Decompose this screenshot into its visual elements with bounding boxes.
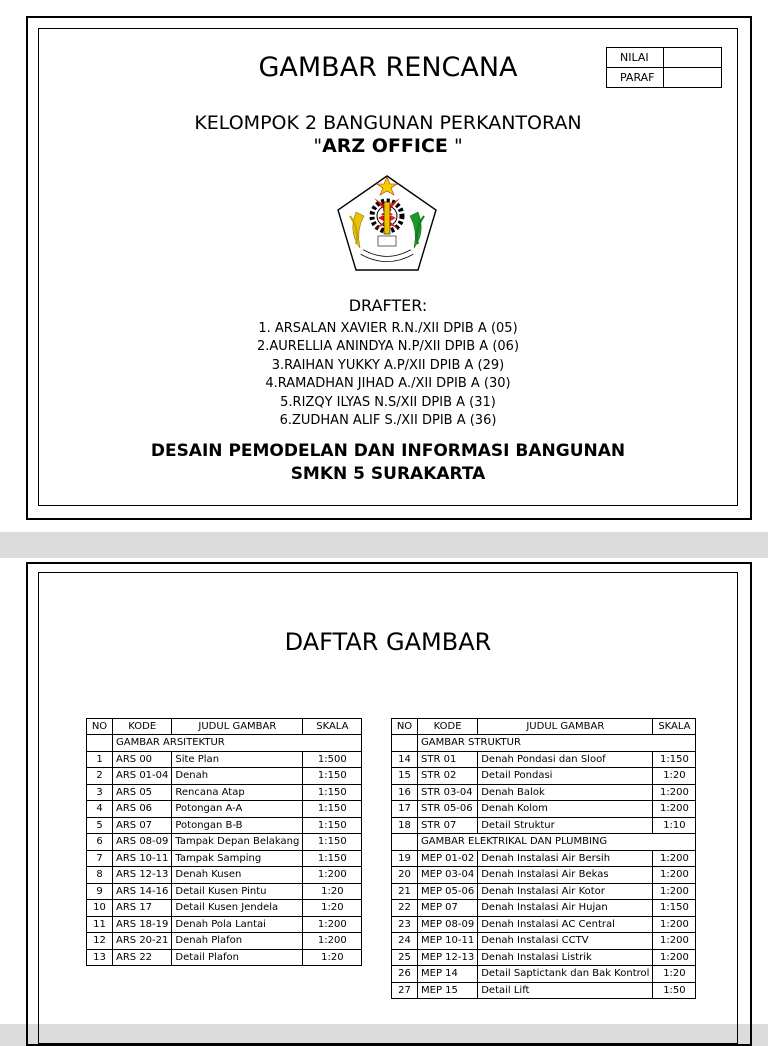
- cell-kode: MEP 12-13: [418, 949, 478, 966]
- cell-skala: 1:150: [303, 801, 362, 818]
- cell-no: 15: [392, 768, 418, 785]
- table-row: [87, 834, 362, 851]
- cell-kode: ARS 22: [113, 949, 172, 966]
- cell-skala: 1:20: [303, 883, 362, 900]
- drafter-item: 2.AURELLIA ANINDYA N.P/XII DPIB A (06): [256, 339, 520, 355]
- cell-judul: Denah Instalasi Listrik: [478, 949, 653, 966]
- cell-kode: STR 01: [418, 751, 478, 768]
- cell-kode: MEP 05-06: [418, 883, 478, 900]
- cell-kode: MEP 01-02: [418, 850, 478, 867]
- cell-no: 14: [392, 751, 418, 768]
- table-row: [87, 949, 362, 966]
- cell-judul: Denah Instalasi Air Bersih: [478, 850, 653, 867]
- cell-skala: 1:200: [653, 801, 696, 818]
- drawing-list-sheet: [0, 558, 768, 1024]
- cover-title: GAMBAR RENCANA: [258, 52, 518, 83]
- drafter-list: [38, 320, 738, 430]
- drafter-item: 5.RIZQY ILYAS N.S/XII DPIB A (31): [280, 394, 496, 410]
- section-title: GAMBAR ELEKTRIKAL DAN PLUMBING: [418, 834, 696, 851]
- cell-no: 6: [87, 834, 113, 851]
- group-name: KELOMPOK 2 BANGUNAN PERKANTORAN: [194, 112, 582, 134]
- section-title: GAMBAR STRUKTUR: [418, 735, 696, 752]
- cell-skala: 1:500: [303, 751, 362, 768]
- cell-no: 4: [87, 801, 113, 818]
- cell-no: 22: [392, 900, 418, 917]
- cell-no: 13: [87, 949, 113, 966]
- table-row: [392, 867, 696, 884]
- table-row: [87, 850, 362, 867]
- section-blank: [392, 735, 418, 752]
- nilai-label: NILAI: [607, 48, 664, 68]
- cell-kode: ARS 07: [113, 817, 172, 834]
- cell-skala: 1:200: [653, 883, 696, 900]
- cell-skala: 1:20: [303, 900, 362, 917]
- cell-kode: ARS 17: [113, 900, 172, 917]
- cell-judul: Detail Kusen Jendela: [172, 900, 303, 917]
- cell-no: 18: [392, 817, 418, 834]
- cell-no: 2: [87, 768, 113, 785]
- cell-judul: Potongan B-B: [172, 817, 303, 834]
- cell-skala: 1:200: [653, 850, 696, 867]
- department-name: DESAIN PEMODELAN DAN INFORMASI BANGUNAN: [150, 441, 626, 461]
- drafter-item: 1. ARSALAN XAVIER R.N./XII DPIB A (05): [258, 321, 518, 336]
- col-kode: KODE: [418, 719, 478, 735]
- cell-skala: 1:150: [653, 900, 696, 917]
- drafter-item: 6.ZUDHAN ALIF S./XII DPIB A (36): [279, 413, 497, 429]
- cell-no: 1: [87, 751, 113, 768]
- table-row: [392, 982, 696, 999]
- cell-judul: Detail Kusen Pintu: [172, 883, 303, 900]
- table-row: [87, 751, 362, 768]
- table-row: [392, 751, 696, 768]
- cell-skala: 1:10: [653, 817, 696, 834]
- cell-kode: ARS 20-21: [113, 933, 172, 950]
- cell-kode: ARS 05: [113, 784, 172, 801]
- cell-no: 25: [392, 949, 418, 966]
- cell-judul: Tampak Depan Belakang: [172, 834, 303, 851]
- table-row: [392, 784, 696, 801]
- cell-judul: Detail Lift: [478, 982, 653, 999]
- cell-judul: Denah Plafon: [172, 933, 303, 950]
- cell-skala: 1:150: [303, 850, 362, 867]
- cell-kode: MEP 03-04: [418, 867, 478, 884]
- cell-judul: Denah Kolom: [478, 801, 653, 818]
- table-row: [392, 949, 696, 966]
- cell-kode: STR 02: [418, 768, 478, 785]
- cell-kode: ARS 10-11: [113, 850, 172, 867]
- col-no: NO: [87, 719, 113, 735]
- department-block: [38, 440, 738, 486]
- cell-judul: Detail Struktur: [478, 817, 653, 834]
- cell-skala: 1:200: [303, 867, 362, 884]
- cell-kode: MEP 15: [418, 982, 478, 999]
- cell-kode: ARS 01-04: [113, 768, 172, 785]
- table-row: [87, 801, 362, 818]
- cell-kode: MEP 08-09: [418, 916, 478, 933]
- table-body: [87, 735, 362, 966]
- cell-judul: Denah Balok: [478, 784, 653, 801]
- cell-no: 24: [392, 933, 418, 950]
- project-name: ARZ OFFICE: [322, 135, 448, 157]
- drawing-table-architecture: [86, 718, 362, 966]
- table-row: [87, 916, 362, 933]
- school-logo: [334, 172, 440, 274]
- section-row: [392, 834, 696, 851]
- col-judul: JUDUL GAMBAR: [478, 719, 653, 735]
- cell-kode: STR 05-06: [418, 801, 478, 818]
- cell-no: 7: [87, 850, 113, 867]
- cell-kode: ARS 18-19: [113, 916, 172, 933]
- cell-kode: ARS 08-09: [113, 834, 172, 851]
- cell-skala: 1:150: [303, 817, 362, 834]
- cell-no: 3: [87, 784, 113, 801]
- table-row: [87, 933, 362, 950]
- cell-no: 9: [87, 883, 113, 900]
- cell-judul: Denah Instalasi CCTV: [478, 933, 653, 950]
- cell-no: 11: [87, 916, 113, 933]
- cell-skala: 1:150: [303, 784, 362, 801]
- cell-judul: Detail Pondasi: [478, 768, 653, 785]
- cell-skala: 1:150: [303, 834, 362, 851]
- cell-no: 16: [392, 784, 418, 801]
- cell-skala: 1:150: [653, 751, 696, 768]
- table-row: [87, 768, 362, 785]
- cell-judul: Denah Instalasi Air Hujan: [478, 900, 653, 917]
- cell-no: 12: [87, 933, 113, 950]
- drawing-list-title: DAFTAR GAMBAR: [284, 628, 492, 656]
- table-row: [87, 817, 362, 834]
- cell-skala: 1:200: [653, 933, 696, 950]
- col-kode: KODE: [113, 719, 172, 735]
- drafter-label: DRAFTER:: [348, 296, 428, 315]
- paraf-label: PARAF: [607, 68, 664, 88]
- cell-no: 20: [392, 867, 418, 884]
- cell-judul: Denah Kusen: [172, 867, 303, 884]
- table-row: [392, 900, 696, 917]
- table-body: [392, 735, 696, 999]
- cell-no: 5: [87, 817, 113, 834]
- cell-no: 23: [392, 916, 418, 933]
- col-judul: JUDUL GAMBAR: [172, 719, 303, 735]
- cell-kode: ARS 00: [113, 751, 172, 768]
- table-row: [392, 801, 696, 818]
- cell-judul: Potongan A-A: [172, 801, 303, 818]
- cell-kode: ARS 14-16: [113, 883, 172, 900]
- table-row: [392, 883, 696, 900]
- cell-kode: ARS 06: [113, 801, 172, 818]
- table-row: [392, 768, 696, 785]
- table-row: [392, 916, 696, 933]
- cell-no: 17: [392, 801, 418, 818]
- cell-kode: ARS 12-13: [113, 867, 172, 884]
- quote-open: ": [313, 135, 323, 157]
- cell-no: 27: [392, 982, 418, 999]
- drafter-item: 4.RAMADHAN JIHAD A./XII DPIB A (30): [265, 376, 511, 392]
- section-blank: [392, 834, 418, 851]
- table-header-row: [392, 719, 696, 735]
- cell-no: 21: [392, 883, 418, 900]
- cell-skala: 1:20: [303, 949, 362, 966]
- cell-no: 8: [87, 867, 113, 884]
- cell-skala: 1:200: [303, 916, 362, 933]
- table-row: [87, 867, 362, 884]
- table-row: [392, 817, 696, 834]
- quote-close: ": [447, 135, 463, 157]
- cell-judul: Denah Pondasi dan Sloof: [478, 751, 653, 768]
- drafter-item: 3.RAIHAN YUKKY A.P/XII DPIB A (29): [271, 357, 505, 373]
- section-row: [392, 735, 696, 752]
- cell-judul: Denah Instalasi Air Kotor: [478, 883, 653, 900]
- section-blank: [87, 735, 113, 752]
- school-name: SMKN 5 SURAKARTA: [290, 464, 486, 484]
- cell-skala: 1:200: [303, 933, 362, 950]
- cell-kode: STR 03-04: [418, 784, 478, 801]
- cell-skala: 1:200: [653, 916, 696, 933]
- table-row: [392, 933, 696, 950]
- col-no: NO: [392, 719, 418, 735]
- cell-kode: MEP 14: [418, 966, 478, 983]
- section-row: [87, 735, 362, 752]
- cell-judul: Site Plan: [172, 751, 303, 768]
- table-row: [87, 900, 362, 917]
- col-skala: SKALA: [303, 719, 362, 735]
- cell-skala: 1:20: [653, 966, 696, 983]
- cell-judul: Denah Instalasi AC Central: [478, 916, 653, 933]
- drawing-table-structure-mep: [391, 718, 696, 999]
- cell-kode: STR 07: [418, 817, 478, 834]
- table-row: [87, 784, 362, 801]
- cell-kode: MEP 07: [418, 900, 478, 917]
- project-name-line: [38, 135, 738, 157]
- cell-judul: Denah Pola Lantai: [172, 916, 303, 933]
- table-row: [87, 883, 362, 900]
- table-row: [392, 850, 696, 867]
- cell-judul: Denah Instalasi Air Bekas: [478, 867, 653, 884]
- cell-judul: Detail Saptictank dan Bak Kontrol: [478, 966, 653, 983]
- cell-skala: 1:200: [653, 949, 696, 966]
- table-row: [392, 966, 696, 983]
- cell-judul: Tampak Samping: [172, 850, 303, 867]
- cell-skala: 1:150: [303, 768, 362, 785]
- cell-judul: Rencana Atap: [172, 784, 303, 801]
- cell-skala: 1:20: [653, 768, 696, 785]
- cell-judul: Denah: [172, 768, 303, 785]
- section-title: GAMBAR ARSITEKTUR: [113, 735, 362, 752]
- cell-skala: 1:200: [653, 784, 696, 801]
- cell-kode: MEP 10-11: [418, 933, 478, 950]
- cell-no: 19: [392, 850, 418, 867]
- cell-no: 10: [87, 900, 113, 917]
- table-header-row: [87, 719, 362, 735]
- cell-no: 26: [392, 966, 418, 983]
- col-skala: SKALA: [653, 719, 696, 735]
- cell-skala: 1:50: [653, 982, 696, 999]
- cell-judul: Detail Plafon: [172, 949, 303, 966]
- cell-skala: 1:200: [653, 867, 696, 884]
